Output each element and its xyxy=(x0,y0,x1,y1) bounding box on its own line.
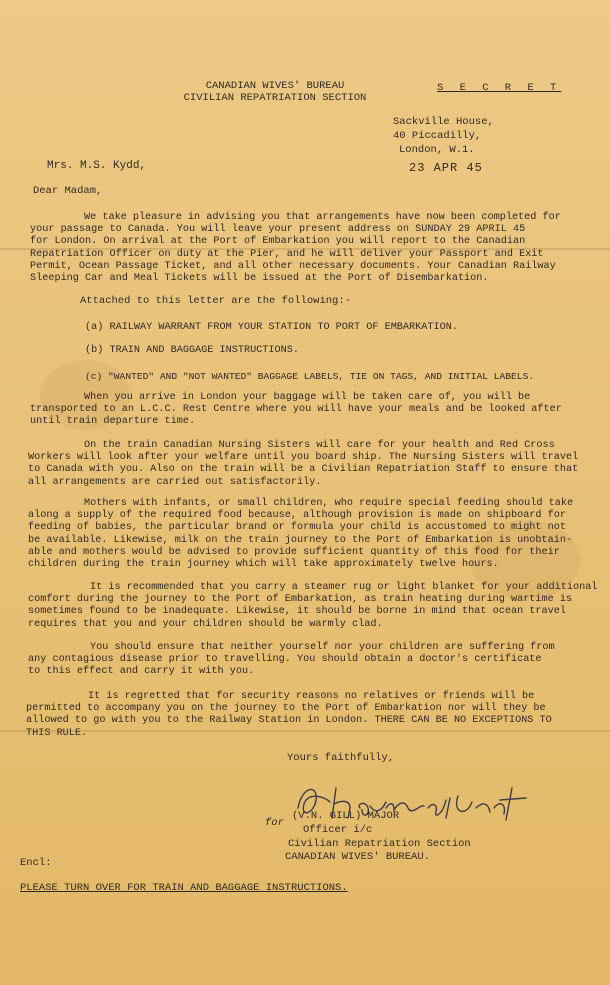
list-marker: (b) xyxy=(85,345,104,356)
signatory-title: Officer i/c xyxy=(303,824,373,836)
paragraph: It is recommended that you carry a steamer rug or light blanket for your additional comfort during the journey to the Port of Embarkation, as train heating during wartime is sometimes found to be inadequate. Likewise, it should be borne in mind that ocean travel requires that you and your children should be warmly clad. xyxy=(28,582,598,630)
section-heading: CIVILIAN REPATRIATION SECTION xyxy=(183,92,367,104)
list-marker: (a) xyxy=(85,322,104,333)
paragraph: You should ensure that neither yourself nor your children are suffering from any contagious disease prior to travelling. You should obtain a doctor's certificate to this effect and carry it with you. xyxy=(28,642,555,678)
signatory-name: (V.N. GILL) MAJOR xyxy=(292,810,400,822)
attachment-item xyxy=(85,371,534,383)
address-line: London, W.1. xyxy=(399,144,475,156)
classification-stamp: S E C R E T xyxy=(437,82,562,94)
enclosure-label: Encl: xyxy=(20,857,52,869)
address-line: 40 Piccadilly, xyxy=(393,130,482,142)
attachments-intro: Attached to this letter are the following:- xyxy=(80,295,351,307)
attachment-item xyxy=(85,345,299,357)
bureau-heading: CANADIAN WIVES' BUREAU xyxy=(205,80,345,92)
list-text: "WANTED" AND "NOT WANTED" BAGGAGE LABELS, TIE ON TAGS, AND INITIAL LABELS. xyxy=(108,371,535,382)
paragraph: It is regretted that for security reasons no relatives or friends will be permitted to accompany you on the journey to the Port of Embarkation nor will they be allowed to go with you to the Railway Station in London. THERE CAN BE NO EXCEPTIONS TO THIS RULE. xyxy=(26,691,552,739)
address-line: Sackville House, xyxy=(393,116,494,128)
paragraph: When you arrive in London your baggage will be taken care of, you will be transported to an L.C.C. Rest Centre where you will have your meals and be looked after until train departure time. xyxy=(30,392,562,428)
paragraph: On the train Canadian Nursing Sisters will care for your health and Red Cross Workers will look after your welfare until you board ship. The Nursing Sisters will travel to Canada with you. Also on the train will be a Civilian Repatriation Staff to ensure that all arrangements are carried out satisfactorily. xyxy=(28,440,579,488)
signature-for: for xyxy=(265,817,284,829)
letter-date: 23 APR 45 xyxy=(409,161,483,175)
footer-note: PLEASE TURN OVER FOR TRAIN AND BAGGAGE INSTRUCTIONS. xyxy=(20,882,348,894)
list-marker: (c) xyxy=(85,371,103,382)
signatory-bureau: CANADIAN WIVES' BUREAU. xyxy=(285,851,430,863)
paragraph: We take pleasure in advising you that arrangements have now been completed for your passage to Canada. You will leave your present address on SUNDAY 29 APRIL 45 for London. On arrival at the Port of Embarkation you will report to the Canadian Repatriation Officer on duty at the Pier, and he will deliver your Passport and Exit Permit, Ocean Passage Ticket, and all other necessary documents. Your Canadian Railway Sleeping Car and Meal Tickets will be issued at the Port of Disembarkation. xyxy=(30,212,561,285)
signatory-section: Civilian Repatriation Section xyxy=(288,838,471,850)
recipient-name: Mrs. M.S. Kydd, xyxy=(47,160,147,172)
paragraph: Mothers with infants, or small children, who require special feeding should take along a supply of the required food because, although provision is made on shipboard for feeding of babies, the particular brand or formula your child is accustomed to might not be available. Likewise, milk on the train journey to the Port of Embarkation is unobtain- able and mothers would be advised to provide sufficient quantity of this food for their children during the train journey which will take approximately twelve hours. xyxy=(28,498,574,571)
attachment-item xyxy=(85,322,458,334)
closing: Yours faithfully, xyxy=(287,752,395,764)
salutation: Dear Madam, xyxy=(33,185,103,197)
list-text: TRAIN AND BAGGAGE INSTRUCTIONS. xyxy=(109,345,299,356)
list-text: RAILWAY WARRANT FROM YOUR STATION TO PORT OF EMBARKATION. xyxy=(109,322,458,333)
